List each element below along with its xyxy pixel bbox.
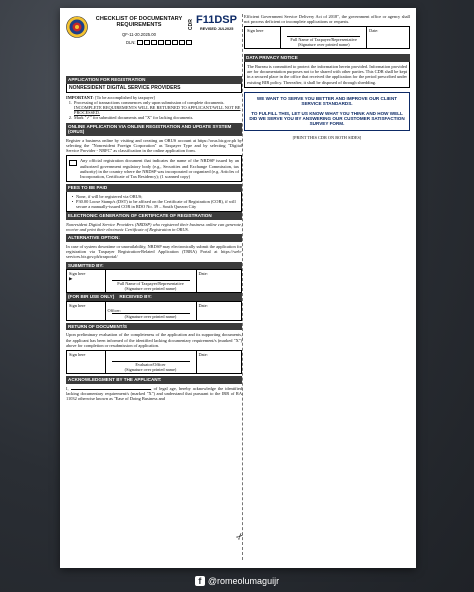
form-header bbox=[66, 14, 242, 76]
date-cell[interactable] bbox=[367, 27, 410, 49]
generation-bar: ELECTRONIC GENERATION OF CERTIFICATE OF REGISTRATION bbox=[66, 212, 242, 220]
checklist-checkbox[interactable] bbox=[69, 160, 77, 166]
document-page bbox=[60, 8, 416, 568]
fee-item-text: P30.00 Loose Stamp/s (DST) to be affixed on the Certificate of Registration (COR), if will secure a manually-issued COR in RDO No. 39 – South Quezon City bbox=[76, 199, 236, 210]
sign-here-label: Sign here bbox=[69, 271, 86, 277]
section-title-bar: APPLICATION FOR REGISTRATION bbox=[66, 76, 242, 84]
item-number: 1. bbox=[68, 99, 72, 105]
right-column bbox=[244, 14, 410, 140]
dln-label: DLN: bbox=[126, 40, 136, 45]
print-note: [PRINT THIS CDR ON BOTH SIDES] bbox=[292, 134, 362, 140]
form-title bbox=[90, 16, 188, 29]
date-label: Date: bbox=[198, 352, 208, 358]
applicant-signature-table bbox=[244, 26, 410, 49]
survey-text: TO FULFILL THIS, LET US KNOW WHAT YOU THINK AND HOW WELL DID WE SERVE YOU BY ANSWERING OUR CUSTOMER SATISFACTION SURVEY FORM. bbox=[249, 110, 405, 127]
important-label: IMPORTANT bbox=[66, 94, 93, 100]
checklist-item-text: Any official registration document that indicates the name of the NRDSP issued by an authorized government regulatory body (e.g., Securities and Exchange Commission, tax authority) in the country where the NRDSP was incorporated or organized (e.g. Articles of Incorporation, Certificate of Tax Residency); (1 scanned copy) bbox=[80, 158, 239, 180]
column-divider bbox=[242, 14, 243, 560]
arrow-icon: ▶ bbox=[69, 276, 73, 282]
name-line-2: (Signature over printed name) bbox=[124, 286, 177, 292]
ack-text-b: , of legal age, hereby acknowledge the identified lacking documentary requirement/s (marked "X") and understand that pursuant to the IRR of RA 11032 otherwise known as "Ease of Doing Business and bbox=[66, 385, 242, 402]
dln-field[interactable] bbox=[126, 40, 193, 45]
name-line-2: (Signature over printed name) bbox=[297, 42, 350, 48]
sign-here-label: Sign here bbox=[247, 28, 264, 34]
submitted-by-table bbox=[66, 269, 242, 293]
orus-bar: ONLINE APPLICATION VIA ONLINE REGISTRATION AND UPDATE SYSTEM (ORUS) bbox=[66, 123, 242, 136]
name-blank[interactable] bbox=[71, 389, 151, 390]
signature-cell[interactable] bbox=[105, 270, 196, 293]
survey-heading: WE WANT TO SERVE YOU BETTER AND IMPROVE OUR CLIENT SERVICE STANDARDS. bbox=[256, 95, 398, 107]
revision-label: REVISED JUL2025 bbox=[200, 27, 234, 31]
important-text: : [To be accomplished by taxpayer] bbox=[92, 94, 155, 100]
bir-use-bar bbox=[66, 293, 242, 301]
form-code: QF-11-20.2025.00 bbox=[122, 32, 156, 37]
orus-checklist-row bbox=[66, 155, 242, 182]
fee-item-text: None, if will be registered via ORUS; bbox=[76, 193, 143, 199]
facebook-icon: f bbox=[195, 576, 205, 586]
continuation-text: Efficient Government Service Delivery Act of 2018", the government office or agency shall not process deficient or incomplete applications or requests. bbox=[244, 14, 410, 25]
name-line-1: Full Name of Taxpayer/Representative bbox=[117, 281, 184, 287]
return-docs-text: Upon preliminary evaluation of the completeness of the application and its supporting documents, the applicant has been informed of the identified lacking documentary requirement/s (marked "X") above for completion or resubmission of application. bbox=[66, 332, 242, 348]
name-line-1: Evaluator/Officer bbox=[135, 362, 166, 368]
date-label: Date: bbox=[198, 271, 208, 277]
acknowledgment-bar: ACKNOWLEDGMENT BY THE APPLICANT: bbox=[66, 376, 242, 384]
left-column bbox=[66, 14, 242, 401]
item-emphasis: INCOMPLETE REQUIREMENTS WILL BE RETURNED TO APPLICANT/WILL NOT BE PROCESSED. bbox=[74, 105, 241, 116]
evaluator-cell[interactable] bbox=[105, 351, 196, 374]
item-number: 2. bbox=[68, 115, 72, 121]
officer-signature-label: (Signature over printed name) bbox=[124, 313, 177, 319]
bir-seal-logo bbox=[66, 16, 88, 38]
privacy-text: The Bureau is committed to protect the information herein provided. Information provided are for documentation purposes not to be shared with other parties. This CDR shall be kept in a secured place in the office that received the application for the period prescribed under existing BIR policy. Thereafter, it shall be disposed of through shredding. bbox=[244, 62, 410, 88]
fees-bar: FEES TO BE PAID bbox=[66, 184, 242, 192]
officer-cell[interactable] bbox=[105, 301, 196, 320]
alternative-bar: ALTERNATIVE OPTION: bbox=[66, 234, 242, 242]
privacy-bar: DATA PRIVACY NOTICE bbox=[244, 54, 410, 62]
item-text: Mark "✓" for submitted documents and "X" for lacking documents. bbox=[74, 115, 194, 121]
important-item-1 bbox=[66, 100, 242, 116]
acknowledgment-text bbox=[66, 386, 242, 402]
alternative-text: In case of system downtime or unavailability, NRDSP may electronically submit the application for registration via Taxpayer Registration-Related Application (TRRA) Portal at https://web-services.bir.gov.ph/trraportal/ bbox=[66, 244, 242, 260]
footer bbox=[0, 570, 474, 592]
date-cell[interactable] bbox=[196, 270, 242, 293]
date-cell[interactable] bbox=[196, 351, 242, 374]
name-line-2: (Signature over printed name) bbox=[124, 367, 177, 373]
sign-here-cell[interactable] bbox=[67, 351, 106, 374]
orus-text: Register a business online by visiting and creating an ORUS account at https://orus.bir.gov.ph by selecting the "Nonresident Foreign Corporation" as Taxpayer Type and by selecting "Digital Service Provider - NRFC" as classification in the online application form. bbox=[66, 137, 242, 154]
bir-use-table bbox=[66, 301, 242, 321]
section-subtitle: NONRESIDENT DIGITAL SERVICE PROVIDERS bbox=[66, 84, 242, 93]
title-line-2: REQUIREMENTS bbox=[116, 22, 162, 29]
date-label: Date: bbox=[198, 302, 208, 308]
sign-here-cell[interactable] bbox=[245, 27, 281, 49]
officer-label: Officer: bbox=[107, 307, 122, 313]
return-docs-table bbox=[66, 350, 242, 374]
scissors-icon: ✂ bbox=[234, 530, 247, 544]
survey-box bbox=[244, 92, 410, 131]
important-item-2 bbox=[66, 115, 242, 120]
sign-here-cell[interactable] bbox=[67, 270, 106, 293]
form-number: F11DSP bbox=[196, 14, 237, 26]
return-docs-bar: RETURN OF DOCUMENT/S bbox=[66, 323, 242, 331]
bir-use-label: (FOR BIR USE ONLY) bbox=[68, 294, 115, 300]
ack-text-a: I, bbox=[66, 385, 69, 391]
item-text: Processing of transactions commences only upon submission of complete documents. bbox=[74, 99, 225, 105]
sign-here-cell[interactable] bbox=[67, 301, 106, 320]
signature-cell[interactable] bbox=[281, 27, 367, 49]
fees-list bbox=[66, 192, 242, 213]
sign-here-label: Sign here bbox=[69, 352, 86, 358]
sign-here-label: Sign here bbox=[69, 302, 86, 308]
social-handle[interactable]: @romeolumaguijr bbox=[207, 576, 280, 586]
name-line-1: Full Name of Taxpayer/Representative bbox=[290, 37, 357, 43]
fee-item: • None, if will be registered via ORUS; bbox=[71, 193, 143, 199]
date-cell[interactable] bbox=[196, 301, 242, 320]
fee-item: • P30.00 Loose Stamp/s (DST) to be affixed on the Certificate of Registration (COR), if will secure a manually-issued COR in RDO No. 39 – South Quezon City bbox=[69, 199, 239, 209]
cdr-label: CDR bbox=[188, 19, 194, 31]
date-label: Date: bbox=[369, 28, 379, 34]
submitted-by-bar: SUBMITTED BY: bbox=[66, 262, 242, 270]
title-line-1: CHECKLIST OF DOCUMENTARY bbox=[95, 16, 183, 22]
generation-text: Nonresident Digital Service Providers (NRDSP) who registered their business online can generate, receive and print their electronic Certificate of Registration in ORUS. bbox=[66, 222, 242, 233]
received-by-label: RECEIVED BY: bbox=[119, 294, 152, 300]
